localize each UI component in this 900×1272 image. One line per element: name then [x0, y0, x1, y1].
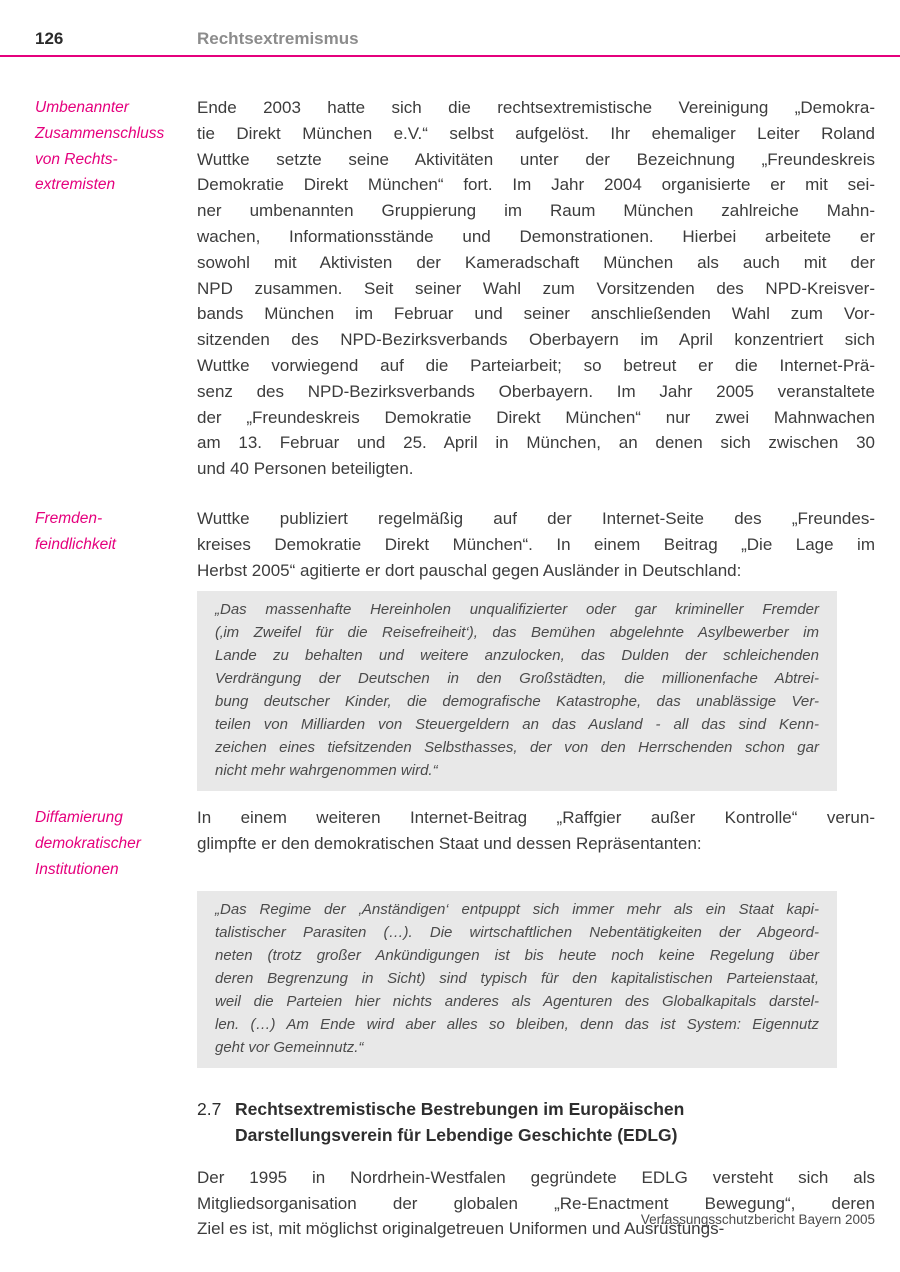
margin-note-xenophobia: Fremden- feindlichkeit	[35, 509, 116, 553]
quote-row-1	[35, 591, 875, 791]
section-row-2	[35, 506, 875, 583]
quote-block-1: „Das massenhafte Hereinholen unqualifizierter oder gar krimineller Fremder (‚im Zweifel für die Reisefreiheit‘), das Bemühen abgelehnte Asylbewerber im Lande zu behalten und weitere anzulocken, das Dulden der schleichenden Verdrängung der Deutschen in den Großstädten, die millionenfache Abtrei- bung deutscher Kinder, die demografische Katastrophe, das unablässige Ver- teilen von Milliarden von Steuergeldern an das Ausland - all das sind Kenn- zeichen eines tiefsitzenden Selbsthasses, der von den Herrschenden schon gar nicht mehr wahrgenommen wird.“	[197, 591, 837, 791]
section-row-1	[35, 95, 875, 482]
section-heading-row	[35, 1096, 875, 1149]
margin-note-renamed-merger: Umbenannter Zusammenschluss von Rechts- extremisten	[35, 99, 165, 194]
page-number: 126	[35, 29, 64, 48]
chapter-title: Rechtsextremismus	[197, 29, 359, 48]
paragraph-1: Ende 2003 hatte sich die rechtsextremistische Vereinigung „Demokra- tie Direkt München e.V.“ selbst aufgelöst. Ihr ehemaliger Leiter Roland Wuttke setzte seine Aktivitäten unter der Bezeichnung „Freundeskreis Demokratie Direkt München“ fort. Im Jahr 2004 organisierte er mit sei- ner umbenannten Gruppierung im Raum München zahlreiche Mahn- wachen, Informationsstände und Demonstrationen. Hierbei arbeitete er sowohl mit Aktivisten der Kameradschaft München als auch mit der NPD zusammen. Seit seiner Wahl zum Vorsitzenden des NPD-Kreisver- bands München im Februar und seiner anschließenden Wahl zum Vor- sitzenden des NPD-Bezirksverbands Oberbayern im April konzentriert sich Wuttke vorwiegend auf die Parteiarbeit; so betreut er die Internet-Prä- senz des NPD-Bezirksverbands Oberbayern. Im Jahr 2005 veranstaltete der „Freundeskreis Demokratie Direkt München“ nur zwei Mahnwachen am 13. Februar und 25. April in München, an denen sich zwischen 30 und 40 Personen beteiligten.	[197, 98, 875, 479]
paragraph-4: Der 1995 in Nordrhein-Westfalen gegründete EDLG versteht sich als Mitgliedsorganisation der globalen „Re-Enactment Bewegung“, deren Ziel es ist, mit möglichst originalgetreuen Uniformen und Ausrüstungs-	[197, 1167, 875, 1239]
section-heading	[197, 1096, 875, 1149]
section-number: 2.7	[197, 1098, 222, 1119]
section-title: Rechtsextremistische Bestrebungen im Europäischen Darstellungsverein für Lebendige Geschichte (EDLG)	[235, 1098, 685, 1146]
header-rule	[0, 55, 900, 57]
margin-note-defamation: Diffamierung demokratischer Institutionen	[35, 809, 141, 878]
page-content	[35, 95, 875, 1242]
quote-row-2	[35, 891, 875, 1068]
paragraph-2: Wuttke publiziert regelmäßig auf der Internet-Seite des „Freundes- kreises Demokratie Direkt München“. In einem Beitrag „Die Lage im Herbst 2005“ agitierte er dort pauschal gegen Ausländer in Deutschland:	[197, 508, 875, 580]
quote-block-2: „Das Regime der ‚Anständigen‘ entpuppt sich immer mehr als ein Staat kapi- talistischer Parasiten (…). Die wirtschaftlichen Nebentätigkeiten der Abgeord- neten (trotz großer Ankündigungen ist bis heute noch keine Regelung über deren Begrenzung in Sicht) sind typisch für den kapitalistischen Parteienstaat, weil die Parteien hier nichts anderes als Agenturen des Globalkapitals darstel- len. (…) Am Ende wird aber alles so bleiben, denn das ist System: Eigennutz geht vor Gemeinnutz.“	[197, 891, 837, 1068]
section-row-3	[35, 805, 875, 882]
footer-report-title: Verfassungsschutzbericht Bayern 2005	[640, 1212, 875, 1227]
section-row-4	[35, 1165, 875, 1242]
paragraph-3: In einem weiteren Internet-Beitrag „Raffgier außer Kontrolle“ verun- glimpfte er den demokratischen Staat und dessen Repräsentanten:	[197, 808, 875, 854]
